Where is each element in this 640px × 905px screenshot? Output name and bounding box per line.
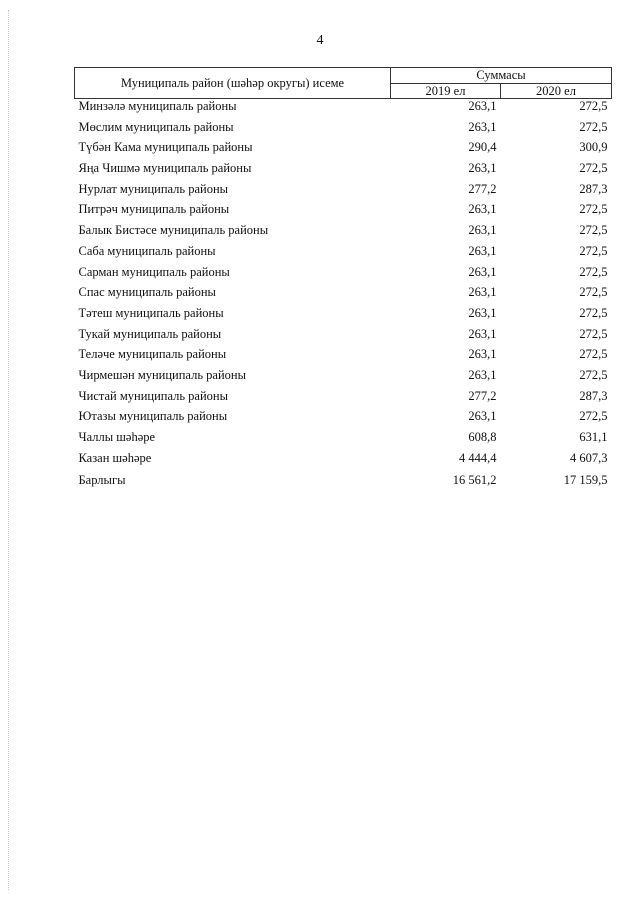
total-row xyxy=(75,471,612,494)
allocation-table-container xyxy=(74,67,611,494)
header-year-2019: 2019 ел xyxy=(391,83,501,99)
row-name: Теләче муниципаль районы xyxy=(78,347,227,362)
table-row xyxy=(75,451,612,472)
row-value-2019: 4 444,4 xyxy=(459,450,497,465)
row-value-2019: 263,1 xyxy=(468,202,497,217)
row-value-2020: 272,5 xyxy=(579,161,608,176)
table-row xyxy=(75,161,612,182)
row-name: Питрәч муниципаль районы xyxy=(78,202,230,217)
row-name: Минзәлә муниципаль районы xyxy=(78,99,237,113)
row-name: Чирмешән муниципаль районы xyxy=(78,367,246,382)
total-value-2019: 16 561,2 xyxy=(452,473,497,488)
allocation-table xyxy=(74,67,612,494)
row-value-2019: 263,1 xyxy=(468,161,497,176)
row-name: Спас муниципаль районы xyxy=(78,285,216,300)
row-value-2019: 263,1 xyxy=(468,367,497,382)
table-row xyxy=(75,182,612,203)
row-name: Мөслим муниципаль районы xyxy=(78,119,234,134)
table-row xyxy=(75,140,612,161)
row-value-2020: 287,3 xyxy=(579,181,608,196)
row-value-2019: 290,4 xyxy=(468,140,497,155)
table-row xyxy=(75,368,612,389)
table-row xyxy=(75,430,612,451)
row-name: Казан шәһәре xyxy=(78,450,152,465)
header-municipality-name: Муниципаль район (шәһәр округы) исеме xyxy=(75,68,391,99)
row-value-2020: 287,3 xyxy=(579,388,608,403)
row-value-2020: 272,5 xyxy=(579,285,608,300)
table-row xyxy=(75,202,612,223)
table-row xyxy=(75,120,612,141)
row-value-2020: 272,5 xyxy=(579,305,608,320)
row-name: Тәтеш муниципаль районы xyxy=(78,305,224,320)
row-value-2019: 263,1 xyxy=(468,243,497,258)
row-value-2019: 263,1 xyxy=(468,264,497,279)
page-number: 4 xyxy=(316,33,324,48)
row-value-2020: 272,5 xyxy=(579,409,608,424)
row-name: Сарман муниципаль районы xyxy=(78,264,230,279)
total-label: Барлыгы xyxy=(78,473,126,488)
row-name: Балык Бистәсе муниципаль районы xyxy=(78,223,269,238)
table-row xyxy=(75,265,612,286)
row-name: Чаллы шәһәре xyxy=(78,430,156,444)
row-value-2019: 277,2 xyxy=(468,388,497,403)
table-row xyxy=(75,389,612,410)
row-name: Саба муниципаль районы xyxy=(78,243,216,258)
table-row xyxy=(75,285,612,306)
row-value-2020: 272,5 xyxy=(579,264,608,279)
row-value-2019: 263,1 xyxy=(468,347,497,362)
row-value-2020: 272,5 xyxy=(579,202,608,217)
row-value-2020: 272,5 xyxy=(579,223,608,238)
header-sum: Суммасы xyxy=(391,68,612,84)
row-value-2020: 272,5 xyxy=(579,326,608,341)
table-row xyxy=(75,409,612,430)
row-name: Чистай муниципаль районы xyxy=(78,388,228,403)
row-name: Яңа Чишмә муниципаль районы xyxy=(78,161,252,176)
table-row xyxy=(75,327,612,348)
row-value-2020: 272,5 xyxy=(579,243,608,258)
row-value-2019: 263,1 xyxy=(468,99,497,113)
table-row xyxy=(75,244,612,265)
row-value-2019: 263,1 xyxy=(468,326,497,341)
scan-margin-line xyxy=(8,10,9,890)
row-name: Түбән Кама муниципаль районы xyxy=(78,140,253,155)
table-body xyxy=(75,99,612,495)
row-value-2020: 272,5 xyxy=(579,99,608,113)
row-name: Нурлат муниципаль районы xyxy=(78,181,229,196)
row-name: Тукай муниципаль районы xyxy=(78,326,222,341)
table-row xyxy=(75,223,612,244)
table-row xyxy=(75,347,612,368)
row-value-2020: 631,1 xyxy=(579,430,608,444)
row-value-2020: 272,5 xyxy=(579,119,608,134)
row-name: Ютазы муниципаль районы xyxy=(78,409,228,424)
row-value-2020: 4 607,3 xyxy=(570,450,608,465)
row-value-2019: 263,1 xyxy=(468,305,497,320)
row-value-2019: 263,1 xyxy=(468,223,497,238)
table-row xyxy=(75,99,612,120)
total-value-2020: 17 159,5 xyxy=(563,473,608,488)
row-value-2020: 272,5 xyxy=(579,367,608,382)
row-value-2019: 263,1 xyxy=(468,285,497,300)
row-value-2020: 272,5 xyxy=(579,347,608,362)
table-header xyxy=(75,68,612,99)
row-value-2019: 263,1 xyxy=(468,409,497,424)
row-value-2019: 608,8 xyxy=(468,430,497,444)
row-value-2020: 300,9 xyxy=(579,140,608,155)
row-value-2019: 263,1 xyxy=(468,119,497,134)
row-value-2019: 277,2 xyxy=(468,181,497,196)
table-row xyxy=(75,306,612,327)
header-year-2020: 2020 ел xyxy=(501,83,612,99)
